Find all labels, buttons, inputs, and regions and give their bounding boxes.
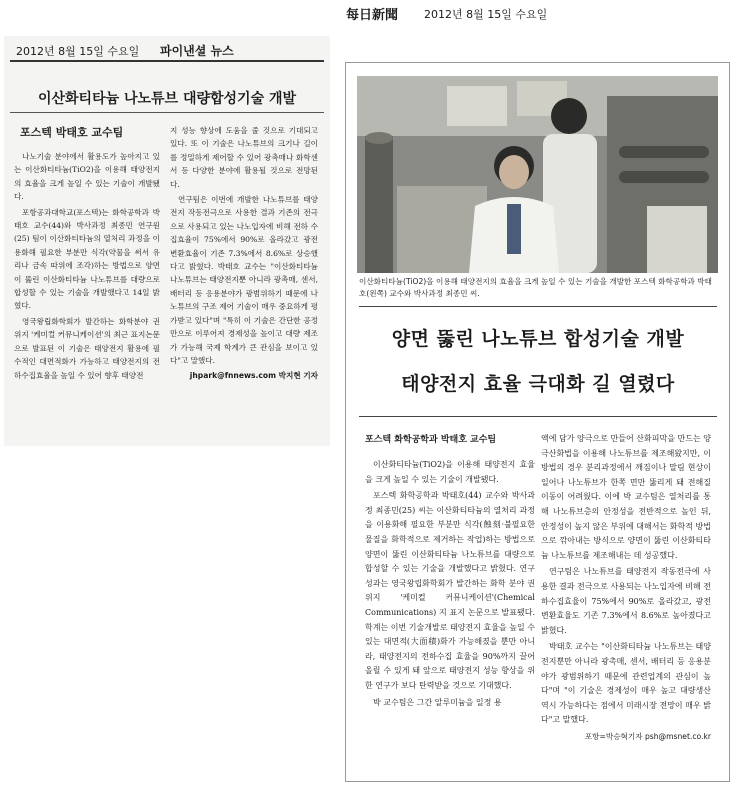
left-headline: 이산화티타늄 나노튜브 대량합성기술 개발 [37, 91, 297, 107]
right-subheadline: 태양전지 효율 극대화 길 열렸다 [401, 373, 675, 395]
paragraph: 포스텍 화학공학과 박태호(44) 교수와 박사과정 최종민(25) 씨는 이산화티타늄의 열처리 과정을 이용화해 필요한 부분만 식각(蝕刻·불필요한 물질을 화학적으로 제거하는 작업)하는 방법으로 양면이 뚫린 이산화티타늄 나노튜브를 대량으로 합성할 수 있는 기술을 개발했다고 밝혔다. 연구성과는 영국왕립화학회가 발간하는 화학 분야 권위지 '케미컬 커뮤니케이션'(Chemical Communications) 지 표지 논문으로 발표됐다. 학계는 이번 기술개발로 태양전지 효율을 높일 수 있는 대면적(大面積)화가 가능해졌을 뿐만 아니라, 태양전지의 전하수집 효율을 90%까지 끌어올릴 수 있게 돼 앞으로 태양전지 성능 향상을 위한 연구가 보다 탄력받을 것으로 기대했다. [365, 491, 535, 690]
lab-photo-illustration [357, 76, 718, 273]
left-masthead [10, 42, 324, 62]
right-signature: 포항=박승혁기자 psh@msnet.co.kr [584, 731, 711, 741]
right-byline: 포스텍 화학공학과 박태호 교수팀 [365, 435, 497, 445]
left-paper-name: 파이낸셜 뉴스 [160, 44, 234, 58]
paragraph: 포항공과대학교(포스텍)는 화학공학과 박태호 교수(44)와 박사과정 최종민 연구원(25) 팀이 이산화티타늄의 열처리 과정을 이용화해 필요한 부분만 식각(약물을 써서 유리나 금속 따위에 조각)하는 방법으로 양면이 뚫린 이산화티타늄 나노튜브를 대량으로 합성할 수 있는 기술을 개발했다고 14일 밝혔다. [14, 207, 160, 311]
right-column-1 [365, 458, 535, 712]
paragraph: 이산화티타늄(TiO2)을 이용해 태양전지 효율을 크게 높일 수 있는 기술이 개발됐다. [365, 460, 535, 484]
paragraph: 박 교수팀은 그간 알루미늄을 일정 용 [373, 697, 502, 707]
paragraph: 액에 담가 양극으로 만들어 산화피막을 만드는 양극산화법을 이용해 나노튜브를 제조해왔지만, 이 방법의 경우 분리과정에서 깨짐이나 말림 현상이 일어나 나노튜브가 한쪽 면만 뚫리게 돼 전해질 이동이 어려웠다. 이에 박 교수팀은 열처리를 통해 나노튜브층의 안정성을 전반적으로 높인 뒤, 안정성이 높지 않은 부위에 대해서는 화학적 방법으로 깎아내는 방식으로 양면이 뚫린 이산화티타늄 나노튜브를 제조해내는 데 성공했다. [541, 434, 711, 560]
left-column-1 [14, 150, 160, 384]
right-divider-bottom [359, 416, 717, 417]
paragraph: 지 성능 향상에 도움을 줄 것으로 기대되고 있다. 또 이 기술은 나노튜브의 크기나 길이를 정밀하게 제어할 수 있어 광촉매나 화학센서 등 다양한 분야에 활용될 것으로 전망된다. [170, 126, 318, 189]
photo-caption: 이산화티타늄(TiO2)을 이용해 태양전지의 효율을 크게 높일 수 있는 기술을 개발한 포스텍 화학공학과 박태호(왼쪽) 교수와 박사과정 최종민 씨. [359, 277, 712, 298]
right-column-2 [541, 432, 711, 744]
left-signature: jhpark@fnnews.com 박지현 기자 [189, 371, 318, 381]
left-byline: 포스텍 박태호 교수팀 [20, 126, 124, 139]
right-date: 2012년 8월 15일 수요일 [424, 8, 548, 21]
left-column-2 [170, 124, 318, 383]
left-divider [10, 112, 324, 113]
paragraph: 연구팀은 이번에 개발한 나노튜브를 태양전지 작동전극으로 사용한 결과 기존의 전극으로 사용되고 있는 나노입자에 비해 전하 수집효율이 75%에서 90%로 올라갔고 광전 변환효율이 기존 7.3%에서 8.6%로 상승했다고 밝혔다. 박태호 교수는 "이산화티타늄 나노튜브는 태양전지뿐 아니라 광촉매, 센서, 배터리 등 응용분야가 광범위하기 때문에 나노튜브의 구조 제어 기술이 매우 중요하게 평가받고 있다"며 "특히 이 기술은 간단한 공정만으로 이루어져 경제성을 높이고 대량 제조가 가능해 국제 학계가 큰 관심을 보이고 있다"고 말했다. [170, 195, 318, 365]
paragraph: 영국왕립화학회가 발간하는 화학분야 권위지 '케미컬 커뮤니케이션'의 최근 표지논문으로 발표된 이 기술은 태양전지 활용에 필수적인 대면적화가 가능하고 태양전지의 전하수집효율을 높일 수 있어 향후 태양전 [14, 316, 160, 380]
right-headline: 양면 뚫린 나노튜브 합성기술 개발 [391, 328, 685, 350]
paragraph: 나노기술 분야에서 활용도가 높아지고 있는 이산화티타늄(TiO2)을 이용해 태양전지의 효율을 크게 높일 수 있는 기술이 개발됐다. [14, 152, 160, 202]
researchers-photo [357, 76, 718, 273]
right-masthead [338, 4, 728, 24]
paragraph: 연구팀은 나노튜브를 태양전지 작동전극에 사용한 결과 전극으로 사용되는 나노입자에 비해 전하수집효율이 75%에서 90%로 올라갔고, 광전변환효율도 기존 7.3%에서 8.6%로 높아졌다고 밝혔다. [541, 567, 711, 635]
right-paper-logo: 每日新聞 [346, 8, 399, 23]
left-date: 2012년 8월 15일 수요일 [16, 45, 140, 58]
paragraph: 박태호 교수는 "이산화티타늄 나노튜브는 태양전지뿐만 아니라 광촉매, 센서, 배터리 등 응용분야가 광범위하기 때문에 관련업계의 관심이 높다"며 "이 기술은 경제성이 매우 높고 대량생산 역시 가능하다는 점에서 미래시장 전망이 매우 밝다"고 말했다. [541, 642, 711, 725]
right-divider-top [359, 306, 717, 307]
